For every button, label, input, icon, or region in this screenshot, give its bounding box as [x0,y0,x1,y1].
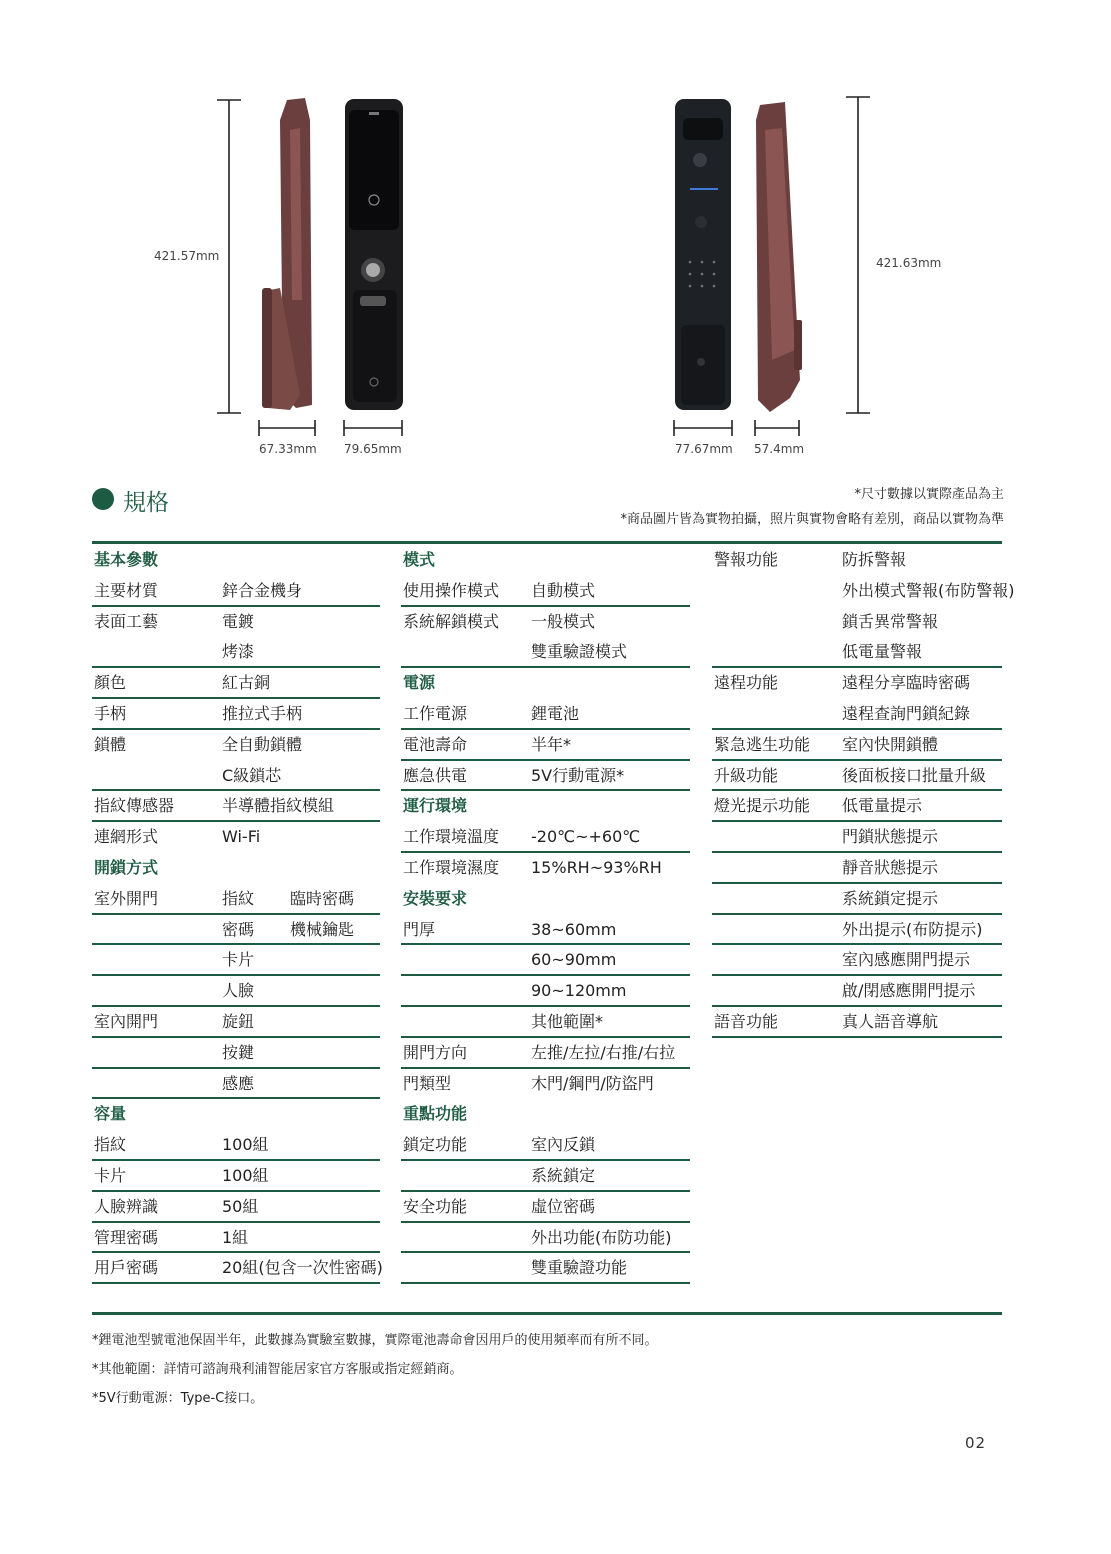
spec-key: 開門方向 [403,1042,468,1062]
spec-key: 表面工藝 [94,611,159,631]
spec-value: 啟/閉感應開門提示 [842,981,976,1001]
spec-column-modes [401,545,690,1284]
spec-key: 門厚 [403,919,436,939]
section-heading [401,1099,690,1130]
spec-row [401,1069,690,1100]
spec-value: 半年* [531,734,572,754]
spec-key: 警報功能 [714,550,779,569]
size-note: *尺寸數據以實際產品為主 [854,487,1004,502]
section-heading-label: 容量 [94,1104,127,1124]
spec-row [92,761,380,792]
spec-title: 規格 [123,490,169,516]
section-heading [401,668,690,699]
section-heading-label: 安裝要求 [403,888,468,908]
spec-key: 工作環境溫度 [403,827,500,847]
spec-value: 遠程查詢門鎖紀錄 [842,703,971,723]
spec-key: 室內開門 [94,1011,159,1031]
spec-value: 半導體指紋模組 [222,796,335,816]
spec-value: 100組 [222,1135,269,1155]
spec-value: 人臉 [222,981,255,1001]
section-heading-label: 運行環境 [403,796,468,816]
spec-value: 密碼 [222,919,255,939]
spec-key: 工作環境濕度 [403,857,500,877]
spec-key: 卡片 [94,1165,127,1185]
spec-row [92,1223,380,1254]
spec-key: 緊急逃生功能 [714,734,811,754]
spec-key: 鎖體 [94,734,127,754]
spec-row [92,637,380,668]
footnote-battery: *鋰電池型號電池保固半年，此數據為實驗室數據，實際電池壽命會因用戶的使用頻率而有所不同。 [92,1333,658,1348]
spec-value: 雙重驗證模式 [531,642,628,662]
spec-value: 15%RH~93%RH [531,857,662,877]
width-label-1: 67.33mm [259,442,317,456]
spec-row [92,699,380,730]
spec-row [92,1192,380,1223]
spec-value: 一般模式 [531,611,596,631]
spec-key: 主要材質 [94,580,159,600]
spec-key: 管理密碼 [94,1227,159,1247]
spec-row [92,607,380,638]
spec-row [712,545,1002,576]
spec-value: 雙重驗證功能 [531,1258,628,1278]
spec-key: 鎖定功能 [403,1135,468,1155]
spec-value: 外出模式警報(布防警報) [842,580,1015,600]
spec-value: 1組 [222,1227,249,1247]
spec-value: 按鍵 [222,1042,255,1062]
spec-key: 電池壽命 [403,734,468,754]
section-heading-label: 開鎖方式 [94,857,159,877]
spec-row [712,637,1002,668]
spec-row [401,1130,690,1161]
spec-row [92,976,380,1007]
height-label-left: 421.57mm [154,249,220,263]
section-heading [401,545,690,576]
spec-row [712,853,1002,884]
spec-value: 20組(包含一次性密碼) [222,1258,383,1278]
lock-side-view-right [756,102,802,412]
spec-row [92,1007,380,1038]
spec-value: 室內快開鎖體 [842,734,939,754]
section-heading [401,791,690,822]
spec-key: 連網形式 [94,827,159,847]
spec-value: 鎖舌異常警報 [842,611,939,631]
dimension-lines [0,0,1111,470]
spec-row [92,791,380,822]
footnote-other-range: *其他範圍：詳情可諮詢飛利浦智能居家官方客服或指定經銷商。 [92,1362,463,1377]
spec-value: 5V行動電源* [531,765,625,785]
spec-row [401,945,690,976]
spec-value: 感應 [222,1073,255,1093]
spec-title-bullet [92,488,114,510]
spec-key: 遠程功能 [714,673,779,693]
spec-row [92,1130,380,1161]
spec-row [712,976,1002,1007]
spec-column-basic [92,545,383,1284]
spec-key: 顏色 [94,673,127,693]
section-heading-label: 基本參數 [94,550,159,569]
spec-row [92,1038,380,1069]
lock-front-view-right [675,99,731,410]
spec-value: 左推/左拉/右推/右拉 [531,1042,676,1062]
spec-value: 室內反鎖 [531,1135,596,1155]
spec-key: 語音功能 [714,1011,779,1031]
footnote-power-bank: *5V行動電源：Type-C接口。 [92,1391,264,1406]
spec-row [712,822,1002,853]
spec-row [712,945,1002,976]
spec-value: 90~120mm [531,981,627,1001]
spec-row [712,699,1002,730]
spec-value: 推拉式手柄 [222,703,303,723]
spec-value: 旋鈕 [222,1011,255,1031]
spec-row [712,730,1002,761]
spec-row [401,853,690,884]
spec-value: Wi-Fi [222,827,261,847]
spec-value: 其他範圍* [531,1011,604,1031]
width-label-4: 57.4mm [754,442,805,456]
spec-row [401,761,690,792]
spec-key: 工作電源 [403,703,468,723]
spec-value: 自動模式 [531,580,596,600]
lock-front-view-left [345,99,403,410]
spec-value: 虛位密碼 [531,1196,596,1216]
spec-row [92,1161,380,1192]
spec-row [712,668,1002,699]
spec-row [92,576,380,607]
spec-value: 遠程分享臨時密碼 [842,673,971,693]
spec-row [712,1007,1002,1038]
spec-value: -20℃~+60℃ [531,827,641,847]
spec-row [92,668,380,699]
section-heading-label: 重點功能 [403,1104,468,1124]
spec-value: 真人語音導航 [842,1011,939,1031]
height-label-right: 421.63mm [876,256,942,270]
product-drawings [0,0,1111,470]
section-heading-label: 電源 [403,673,436,693]
table-bottom-rule [92,1312,1002,1315]
spec-key: 升級功能 [714,765,779,785]
spec-row [401,1007,690,1038]
spec-row [92,822,380,853]
spec-row [401,976,690,1007]
spec-row [401,699,690,730]
spec-value: 防拆警報 [842,550,907,569]
spec-value: 烤漆 [222,642,255,662]
spec-row [401,576,690,607]
width-label-3: 77.67mm [675,442,733,456]
spec-value: 100組 [222,1165,269,1185]
page-number: 02 [965,1434,987,1452]
spec-value: 低電量提示 [842,796,923,816]
spec-row [92,730,380,761]
image-note: *商品圖片皆為實物拍攝，照片與實物會略有差別，商品以實物為準 [620,512,1004,527]
spec-row [92,884,380,915]
spec-value: 38~60mm [531,919,617,939]
spec-value: 指紋 [222,888,255,908]
spec-row [401,607,690,638]
spec-value-secondary: 臨時密碼 [290,888,355,908]
spec-key: 室外開門 [94,888,159,908]
spec-value-secondary: 機械鑰匙 [290,919,355,939]
spec-value: 木門/鋼門/防盜門 [531,1073,654,1093]
section-heading-label: 模式 [403,550,436,569]
spec-row [401,1223,690,1254]
spec-value: 全自動鎖體 [222,734,303,754]
spec-value: 低電量警報 [842,642,923,662]
spec-row [92,915,380,946]
spec-value: 系統鎖定 [531,1165,596,1185]
spec-key: 系統解鎖模式 [403,611,500,631]
spec-key: 安全功能 [403,1196,468,1216]
spec-column-functions [712,545,1015,1038]
spec-key: 使用操作模式 [403,580,500,600]
spec-value: 外出功能(布防功能) [531,1227,672,1247]
spec-value: 電鍍 [222,611,255,631]
spec-row [401,1161,690,1192]
section-heading [92,1099,380,1130]
spec-key: 指紋 [94,1135,127,1155]
spec-row [401,822,690,853]
spec-key: 指紋傳感器 [94,796,175,816]
spec-row [401,1038,690,1069]
spec-key: 應急供電 [403,765,468,785]
spec-row [92,1253,383,1284]
spec-value: 後面板接口批量升級 [842,765,987,785]
spec-key: 燈光提示功能 [714,796,811,816]
table-top-rule [92,541,1002,544]
spec-row [401,637,690,668]
spec-value: 門鎖狀態提示 [842,827,939,847]
spec-row [401,730,690,761]
spec-row [712,915,1002,946]
spec-row [712,761,1002,792]
spec-row [712,576,1015,607]
spec-row [712,791,1002,822]
spec-value: C級鎖芯 [222,765,282,785]
spec-value: 60~90mm [531,950,617,970]
spec-row [92,1069,380,1100]
lock-side-view-left [262,98,312,410]
spec-row [92,945,380,976]
spec-value: 靜音狀態提示 [842,857,939,877]
spec-key: 用戶密碼 [94,1258,159,1278]
spec-key: 門類型 [403,1073,452,1093]
width-label-2: 79.65mm [344,442,402,456]
spec-value: 鋅合金機身 [222,580,303,600]
spec-row [712,607,1002,638]
spec-row [401,1253,690,1284]
section-heading [92,545,380,576]
spec-value: 紅古銅 [222,673,271,693]
spec-key: 手柄 [94,703,127,723]
section-heading [92,853,380,884]
spec-value: 50組 [222,1196,259,1216]
section-heading [401,884,690,915]
spec-value: 室內感應開門提示 [842,950,971,970]
spec-row [401,915,690,946]
spec-value: 系統鎖定提示 [842,888,939,908]
spec-row [712,884,1002,915]
spec-key: 人臉辨識 [94,1196,159,1216]
spec-row [401,1192,690,1223]
spec-value: 鋰電池 [531,703,580,723]
spec-value: 外出提示(布防提示) [842,919,983,939]
spec-value: 卡片 [222,950,255,970]
